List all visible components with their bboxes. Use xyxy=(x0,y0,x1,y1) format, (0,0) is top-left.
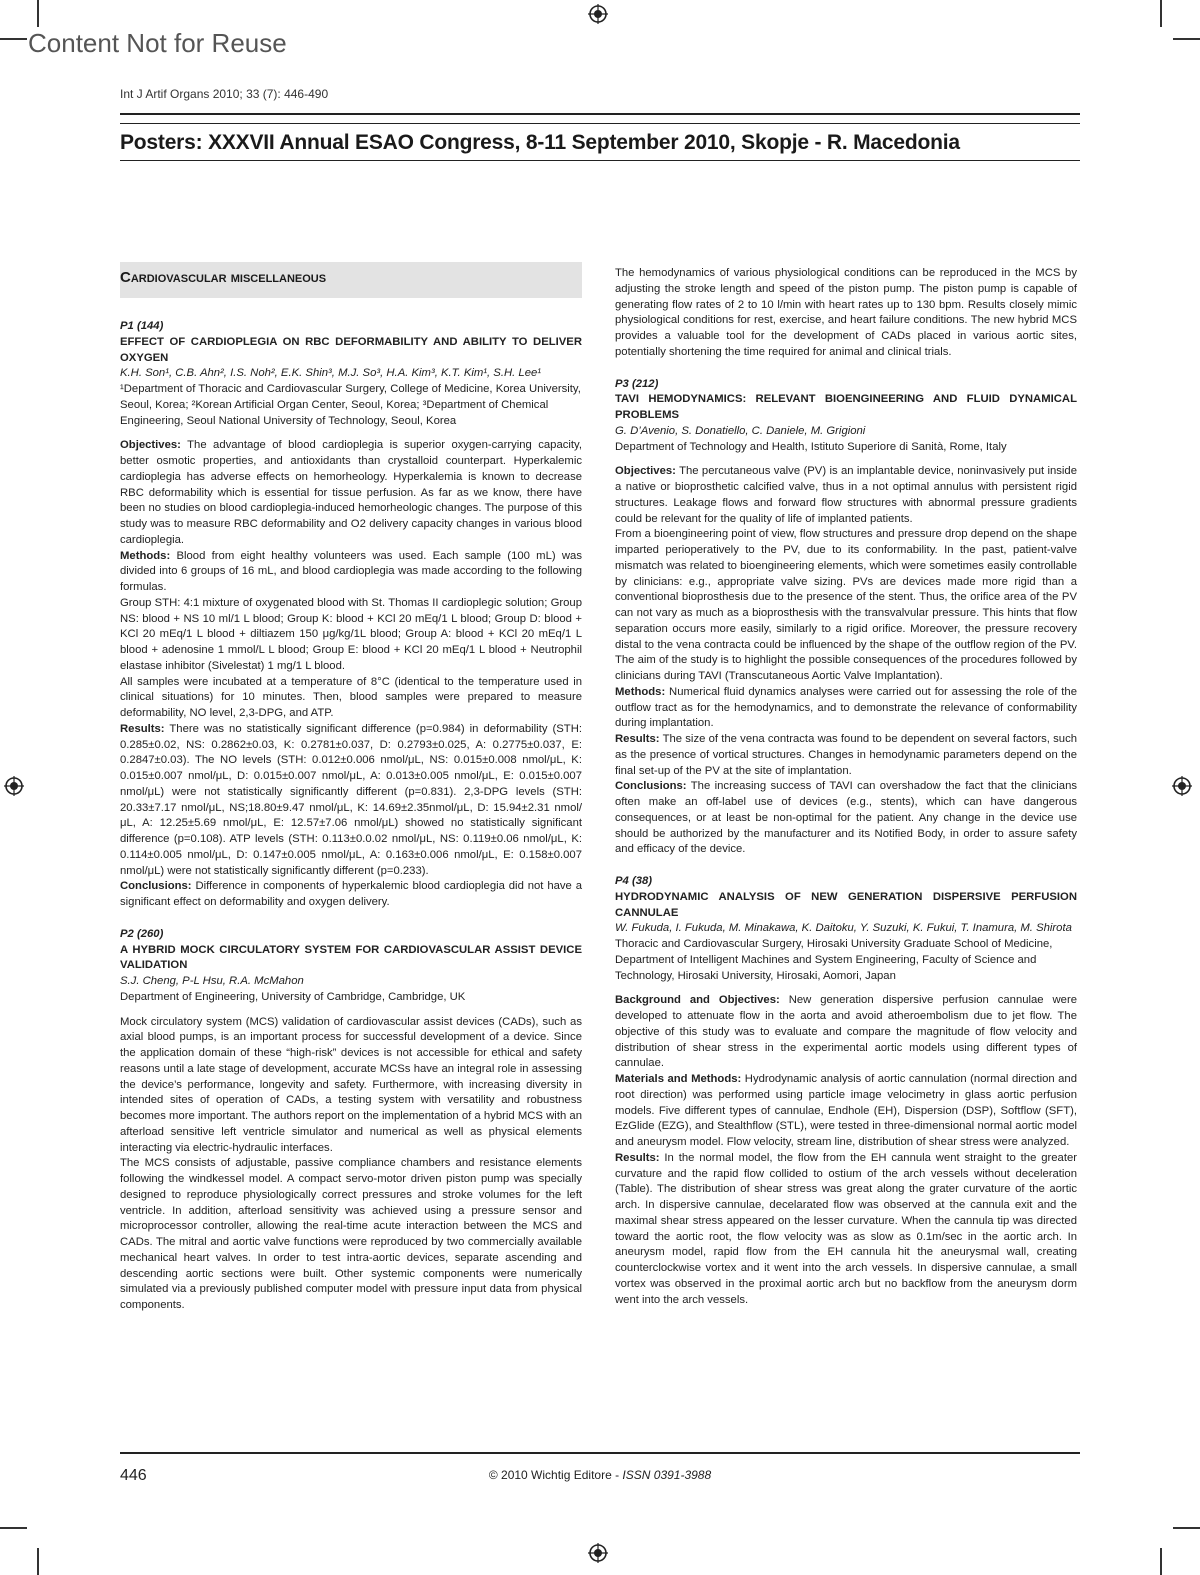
crop-mark-bottom-left-vertical xyxy=(37,1548,39,1575)
registration-crosshair-icon xyxy=(588,4,608,24)
methods-text: Hydrodynamic analysis of aortic cannulation (normal direction and root direction) was performed using particle image velocimetry in glass aortic perfusion models. Five different types of cannulae, Endhole (EH), Dispersion (DSP), Softflow (SFT), EzGlide (EZG), and Stealthflow (STL), were tested in three-dimensional normal aortic model and aneurysm model. Flow velocity, stream line, distribution of shear stress were analyzed. xyxy=(615,1073,1078,1148)
masthead-top-rule-thin xyxy=(120,123,1080,124)
abstract-incubation: All samples were incubated at a temperature of 8°C (identical to the temperature used in clinical situations) for 10 minutes. Then, blood samples were prepared to measure deformability, NO level, 2,3-DPG, and ATP. xyxy=(120,675,582,719)
abstract-authors: W. Fukuda, I. Fukuda, M. Minakawa, K. Daitoku, Y. Suzuki, K. Fukui, T. Inamura, M. Shirota xyxy=(615,922,1072,935)
section-heading-box xyxy=(120,262,582,298)
conclusions-text: Difference in components of hyperkalemic blood cardioplegia did not have a significant effect on deformability and oxygen delivery. xyxy=(120,880,582,908)
abstract-affiliation: Thoracic and Cardiovascular Surgery, Hirosaki University Graduate School of Medicine, Department of Intelligent Machines and System Engineering, Faculty of Science and Technology, Hirosaki University, Hirosaki, Aomori, Japan xyxy=(615,938,1053,982)
registration-crosshair-icon xyxy=(588,1543,608,1563)
masthead-title: Posters: XXXVII Annual ESAO Congress, 8-11 September 2010, Skopje - R. Macedonia xyxy=(120,131,960,154)
results-text: There was no statistically significant difference (p=0.984) in deformability (STH: 0.285±0.02, NS: 0.2862±0.03, K: 0.2781±0.037, D: 0.2793±0.025, A: 0.2775±0.037, E: 0.2847±0.03). The NO levels (STH: 0.012±0.006 nmol/μL, NS: 0.015±0.008 nmol/μL, K: 0.015±0.007 nmol/μL, D: 0.015±0.007 nmol/μL, A: 0.013±0.005 nmol/μL, E: 0.015±0.007 nmol/μL) were not statistically significantly different (p=0.831). 2,3-DPG levels (STH: 20.33±7.17 nmol/μL, NS;18.80±9.47 nmol/μL, K: 14.69±2.35nmol/μL, D: 15.94±2.31 nmol/μL, A: 12.25±5.69 nmol/μL, E: 12.57±7.06 nmol/μL) showed no statistically significant difference (p=0.108). ATP levels (STH: 0.113±0.0.02 nmol/μL, NS: 0.119±0.06 nmol/μL, K: 0.114±0.005 nmol/μL, D: 0.147±0.005 nmol/μL, A: 0.163±0.006 nmol/μL, E: 0.158±0.007 nmol/μL) were not statistically significantly different (p=0.233). xyxy=(120,722,582,877)
masthead-bottom-rule xyxy=(120,160,1080,161)
crop-mark-top-left-vertical xyxy=(37,0,39,27)
abstract-objectives xyxy=(120,438,582,548)
abstract-id: P1 (144) xyxy=(120,320,164,332)
abstract-background xyxy=(615,993,1077,1072)
objectives-label: Objectives: xyxy=(120,439,181,452)
abstract-authors: K.H. Son¹, C.B. Ahn², I.S. Noh², E.K. Shin³, M.J. So³, H.A. Kim³, K.T. Kim¹, S.H. Lee¹ xyxy=(120,367,542,380)
background-text: New generation dispersive perfusion cannulae were developed to attenuate flow in the aorta and avoid atheroembolism due to jet flow. The objective of this study was to evaluate and compare the magnitude of flow velocity and distribution of shear stress in the experimental aortic models using different types of cannulae. xyxy=(615,994,1078,1070)
abstract-id: P4 (38) xyxy=(615,875,653,887)
abstract-paragraph: The MCS consists of adjustable, passive compliance chambers and resistance elements following the windkessel model. A compact servo-motor driven piston pump was specially designed to reproduce physiologically correct pressures and stroke volumes for the left ventricle. In addition, afterload sensitivity was achieved using a pressure sensor and microprocessor controller, allowing the real-time acute interaction between the MCS and CADs. The mitral and aortic valve functions were reproduced by two commercially available mechanical heart valves. In order to test intra-aortic devices, separate ascending and descending aortic sections were built. Other systemic components were numerically simulated via a previously published computer model with pressure input data from physical components. xyxy=(120,1157,582,1311)
methods-text: Blood from eight healthy volunteers was used. Each sample (100 mL) was divided into 6 groups of 16 mL, and blood cardioplegia was made according to the following formulas. xyxy=(120,549,582,593)
methods-text: Numerical fluid dynamics analyses were carried out for assessing the role of the outflow tract as for the hemodynamics, and to demonstrate the relevance of conformability during implantation. xyxy=(615,685,1077,730)
crop-mark-bottom-right-vertical xyxy=(1160,1548,1162,1575)
methods-label: Materials and Methods: xyxy=(615,1073,742,1085)
methods-label: Methods: xyxy=(615,685,666,698)
masthead-top-rule xyxy=(120,113,1080,115)
footer-copyright xyxy=(0,1468,1200,1482)
right-column xyxy=(615,266,1077,1308)
abstract-methods xyxy=(120,549,582,596)
abstract-p2-continued: The hemodynamics of various physiological conditions can be reproduced in the MCS by adjusting the stroke length and speed of the piston pump. The piston pump is capable of generating flow rates of 2 to 10 l/min with heart rates up to 130 bpm. Results closely mimic physiological conditions for rest, exercise, and heart failure conditions. The new hybrid MCS provides a valuable tool for the development of CADs placed in various aortic sites, potentially shortening the time required for animal and clinical trials. xyxy=(615,267,1077,358)
abstract-conclusions xyxy=(120,879,582,911)
abstract-title: HYDRODYNAMIC ANALYSIS OF NEW GENERATION DISPERSIVE PERFUSION CANNULAE xyxy=(615,890,1077,919)
page-number: 446 xyxy=(120,1467,147,1484)
abstract-methods xyxy=(615,1072,1077,1151)
abstract-paragraph: From a bioengineering point of view, flow structures and pressure drop depend on the shape imparted perioperatively to the PV, due to its conformability. In the past, patient-valve mismatch was related to bioengineering elements, which were sometimes easily controllable by clinicians: e.g., appropriate valve sizing. PVs are devices made more rigid than a conventional bioprosthesis due to the presence of the stent. Thus, the orifice area of the PV can not vary as much as a bioprosthesis with the transvalvular pressure. This hints that flow separation occurs more easily, similarly to a rigid orifice. Moreover, the pressure recovery distal to the vena contracta could be influenced by the shape of the outflow region of the PV. The aim of the study is to highlight the possible consequences of the procedures followed by clinicians during TAVI (Transcutaneous Aortic Valve Implantation). xyxy=(615,528,1077,682)
footer-rule xyxy=(120,1452,1080,1454)
registration-crosshair-icon xyxy=(1172,776,1192,796)
conclusions-label: Conclusions: xyxy=(120,880,192,893)
abstract-objectives xyxy=(615,464,1077,527)
crop-mark-bottom-left-horizontal xyxy=(0,1527,27,1529)
copyright-text: © 2010 Wichtig Editore - xyxy=(488,1468,623,1482)
registration-crosshair-icon xyxy=(4,776,24,796)
abstract-conclusions xyxy=(615,779,1077,858)
abstract-affiliation: Department of Engineering, University of Cambridge, Cambridge, UK xyxy=(120,990,466,1003)
left-column xyxy=(120,262,582,1314)
journal-reference: Int J Artif Organs 2010; 33 (7): 446-490 xyxy=(120,87,329,101)
issn-text: ISSN 0391-3988 xyxy=(622,1468,712,1482)
results-label: Results: xyxy=(615,733,660,745)
watermark: Content Not for Reuse xyxy=(28,28,287,58)
abstract-p3 xyxy=(615,377,1077,859)
conclusions-label: Conclusions: xyxy=(615,780,687,793)
abstract-affiliation: Department of Technology and Health, Istituto Superiore di Sanità, Rome, Italy xyxy=(615,440,1007,453)
results-text: In the normal model, the flow from the EH cannula went straight to the greater curvature and the rapid flow collided to ostium of the arch vessels without deceleration (Table). The distribution of shear stress was great along the grater curvature of the aortic arch. In dispersive cannulae, decelarated flow was observed at the cannula exit and the maximal shear stress appeared on the lesser curvature. When the cannula tip was directed toward the aortic root, the flow velocity was as slow as 0.1m/sec in the aortic arch. In aneurysm model, rapid flow from the EH cannula hit the aneurysmal wall, creating counterclockwise vortex and it went into the arch vessels. In dispersive cannulae, a small vortex was observed in the proximal aortic arch but no backflow from the aneurysm dorm went into the arch vessels. xyxy=(615,1151,1077,1306)
abstract-authors: S.J. Cheng, P-L Hsu, R.A. McMahon xyxy=(120,975,304,987)
results-label: Results: xyxy=(615,1151,660,1164)
abstract-methods xyxy=(615,685,1077,732)
abstract-affiliation: ¹Department of Thoracic and Cardiovascular Surgery, College of Medicine, Korea University, Seoul, Korea; ²Korean Artificial Organ Center, Seoul, Korea; ³Department of Chemical Engineering, Seoul National University of Technology, Seoul, Korea xyxy=(120,383,581,427)
objectives-label: Objectives: xyxy=(615,465,676,478)
crop-mark-top-right-horizontal xyxy=(1173,38,1200,40)
abstract-id: P2 (260) xyxy=(120,927,164,940)
background-label: Background and Objectives: xyxy=(615,994,780,1007)
abstract-title: A HYBRID MOCK CIRCULATORY SYSTEM FOR CARDIOVASCULAR ASSIST DEVICE VALIDATION xyxy=(120,943,582,972)
section-heading: Cardiovascular miscellaneous xyxy=(120,269,327,286)
abstract-p2 xyxy=(120,927,582,1314)
results-text: The size of the vena contracta was found to be dependent on several factors, such as the presence of vortical structures. Changes in hemodynamic parameters depend on the final set-up of the PV at the site of implantation. xyxy=(615,733,1077,777)
abstract-id: P3 (212) xyxy=(615,377,659,390)
results-label: Results: xyxy=(120,722,165,735)
crop-mark-top-right-vertical xyxy=(1160,0,1162,27)
abstract-p1 xyxy=(120,319,582,911)
abstract-title: EFFECT OF CARDIOPLEGIA ON RBC DEFORMABILITY AND ABILITY TO DELIVER OXYGEN xyxy=(120,335,582,364)
abstract-results xyxy=(615,1151,1077,1309)
abstract-results xyxy=(120,722,582,880)
objectives-text: The advantage of blood cardioplegia is superior oxygen-carrying capacity, better osmotic properties, and antioxidants than crystalloid counterpart. Hyperkalemic cardioplegia has adverse effects on hemorheology. Hyperkalemia is known to decrease RBC deformability which is essential for tissue perfusion. As far as we know, there have been no studies on blood cardioplegia-induced hemorheologic changes. The purpose of this study was to measure RBC deformability and O2 delivery capacity changes in various blood cardioplegia. xyxy=(120,439,582,546)
abstract-results xyxy=(615,732,1077,779)
abstract-p4 xyxy=(615,874,1077,1308)
crop-mark-top-left-horizontal xyxy=(0,38,27,40)
methods-label: Methods: xyxy=(120,549,171,562)
abstract-authors: G. D’Avenio, S. Donatiello, C. Daniele, M. Grigioni xyxy=(615,424,866,437)
abstract-groups: Group STH: 4:1 mixture of oxygenated blood with St. Thomas II cardioplegic solution; Group NS: blood + NS 10 ml/1 L blood; Group K: blood + KCl 20 mEq/1 L blood; Group D: blood + KCl 20 mEq/1 L blood + diltiazem 150 μg/kg/1L blood; Group A: blood + KCl 20 mEq/1 L blood + adenosine 1 mmol/L L blood; Group E: blood + KCl 20 mEq/1 L blood + Neutrophil elastase inhibitor (Sivelestat) 1 mg/1 L blood. xyxy=(120,596,582,672)
abstract-title: TAVI HEMODYNAMICS: RELEVANT BIOENGINEERING AND FLUID DYNAMICAL PROBLEMS xyxy=(615,393,1077,421)
abstract-paragraph: Mock circulatory system (MCS) validation of cardiovascular assist devices (CADs), such as axial blood pumps, is an important process for successful development of a device. Since the application domain of these “high-risk” devices is not accessible for ethical and safety reasons until a late stage of development, accurate MCSs have an integral role in assessing the device’s performance, longevity and safety. Furthermore, with increasing diversity in intended sites of operation of CADs, a testing system with versatility and robustness becomes more important. The authors report on the implementation of a hybrid MCS with an afterload sensitive left ventricle simulator and numerical as well as physical elements interacting via electric-hydraulic interfaces. xyxy=(120,1015,582,1154)
crop-mark-bottom-right-horizontal xyxy=(1173,1527,1200,1529)
objectives-text: The percutaneous valve (PV) is an implantable device, noninvasively put inside a native or bioprosthetic calcified valve, thus in a not optimal annulus with persistent rigid structures. Leakage flows and forward flow structures with abnormal pressure gradients could be relevant for the quality of life of implanted patients. xyxy=(615,465,1077,525)
conclusions-text: The increasing success of TAVI can overshadow the fact that the clinicians often make an off-label use of devices (e.g., stents), which can have dangerous consequences, or at least be non-optimal for the patient. Any change in the device use should be authorized by the manufacturer and its Notified Body, in order to assure safety and efficacy of the device. xyxy=(615,780,1077,856)
